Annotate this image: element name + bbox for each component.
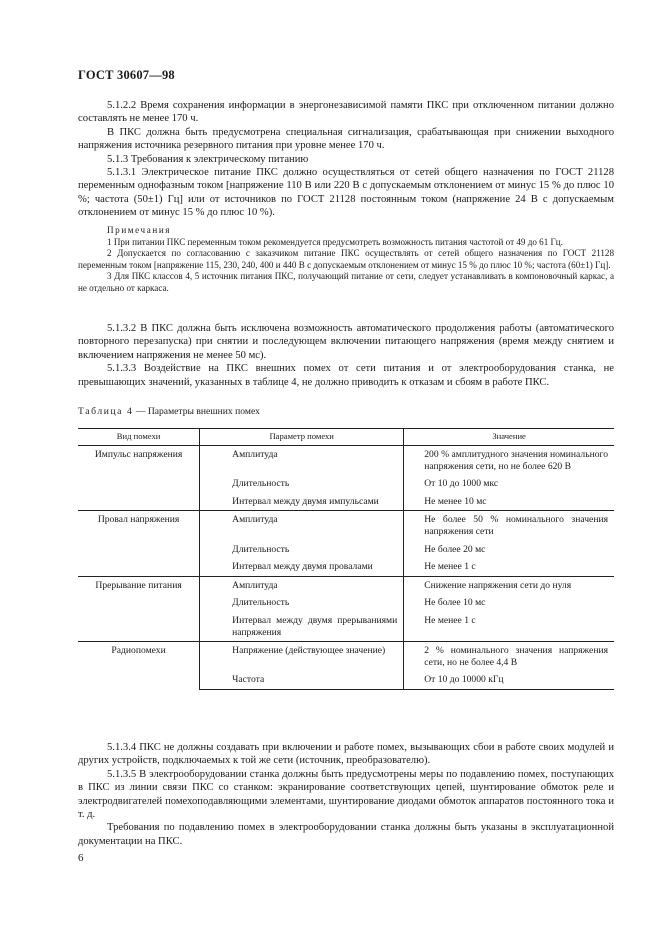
value-cell: Не менее 1 с	[424, 561, 476, 573]
note-item: 1 При питании ПКС переменным током рекомендуется предусмотреть возможность питания частотой от 49 до 61 Гц.	[107, 236, 563, 247]
paragraph: 5.1.3.5 В электрооборудовании станка должны быть предусмотрены меры по подавлению помех, поступающих в ПКС из линии связи ПКС со станком: экранирование соответствующих цепей, шунтирование обмоток реле и электродвигателей помехоподавляющими элементами, шунтирование диодами обмоток аппаратов постоянного тока и т. д.	[78, 768, 614, 821]
value-cell: Не более 50 % номинального значения напряжения сети	[404, 511, 614, 541]
section-top-paragraphs	[78, 99, 614, 220]
table-row	[78, 642, 614, 672]
parameter-cell: Частота	[200, 671, 404, 689]
parameter-cell: Напряжение (действующее значение)	[200, 642, 404, 672]
interference-type: Радиопомехи	[78, 642, 200, 690]
value-cell: Не более 20 мс	[424, 543, 486, 555]
parameter-cell: Длительность	[200, 475, 404, 493]
value-cell: 200 % амплитудного значения номинального напряжения сети, но не более 620 В	[424, 449, 608, 472]
value-cell: Не более 10 мс	[424, 597, 486, 609]
parameter-cell: Амплитуда	[200, 576, 404, 594]
document-header: ГОСТ 30607—98	[78, 68, 175, 82]
paragraph: 5.1.3.3 Воздействие на ПКС внешних помех от сети питания и от электрооборудования станка, не превышающих значений, указанных в таблице 4, не должно приводить к отказам и сбоям в работе ПКС.	[78, 363, 614, 388]
notes-heading: Примечания	[107, 225, 172, 235]
paragraph: 5.1.3.2 В ПКС должна быть исключена возможность автоматического продолжения работы (автоматического повторного перезапуска) при снятии и последующем включении питающего напряжения (время между снятием и включением напряжения не менее 50 мс).	[78, 323, 614, 361]
parameter-cell: Амплитуда	[200, 446, 404, 476]
interference-type: Провал напряжения	[78, 511, 200, 576]
column-header-parameter: Параметр помехи	[200, 429, 404, 446]
paragraph: 5.1.3.1 Электрическое питание ПКС должно осуществляться от сетей общего назначения по ГОСТ 21128 переменным однофазным током [напряжение 110 В или 220 В с допускаемым отклонением от минус 15 % до плюс 10 %; частота (50±1) Гц] или от источников по ГОСТ 21128 постоянным током (напряжение 24 В с допускаемым отклонением от минус 15 % до плюс 10 %).	[78, 167, 614, 219]
interference-parameters-table	[78, 428, 614, 690]
parameter-cell: Интервал между двумя провалами	[200, 558, 404, 576]
parameter-cell: Интервал между двумя импульсами	[200, 493, 404, 511]
page-number: 6	[78, 852, 84, 864]
table-header-row	[78, 429, 614, 446]
table-row	[78, 446, 614, 476]
paragraph: В ПКС должна быть предусмотрена специальная сигнализация, срабатывающая при снижении выходного напряжения источника резервного питания при уровне менее 170 ч.	[78, 126, 614, 152]
table-caption-number: Таблица 4	[78, 406, 134, 417]
table-row	[78, 576, 614, 594]
table-caption-title: — Параметры внешних помех	[133, 406, 260, 417]
paragraph: 5.1.2.2 Время сохранения информации в энергонезависимой памяти ПКС при отключенном питании должно составлять не менее 170 ч.	[78, 100, 614, 125]
interference-type: Прерывание питания	[78, 576, 200, 641]
section-mid-paragraphs	[78, 322, 614, 389]
interference-type: Импульс напряжения	[94, 449, 183, 460]
parameter-cell: Длительность	[200, 541, 404, 559]
parameter-cell: Интервал между двумя прерываниями напряжения	[200, 612, 404, 642]
column-header-type: Вид помехи	[78, 429, 200, 446]
value-cell: Снижение напряжения сети до нуля	[404, 576, 614, 594]
paragraph: Требования по подавлению помех в электрооборудовании станка должны быть указаны в эксплуатационной документации на ПКС.	[78, 822, 614, 847]
value-cell: 2 % номинального значения напряжения сети, но не более 4,4 В	[404, 642, 614, 672]
section-heading: 5.1.3 Требования к электрическому питанию	[107, 153, 309, 165]
parameter-cell: Длительность	[200, 594, 404, 612]
table-row	[78, 511, 614, 541]
section-bottom-paragraphs	[78, 741, 614, 848]
table-caption	[78, 406, 260, 417]
paragraph: 5.1.3.4 ПКС не должны создавать при включении и работе помех, вызывающих сбои в работе своих модулей и других устройств, подключаемых к той же сети (источник, преобразователю).	[78, 742, 614, 767]
column-header-value: Значение	[404, 429, 614, 446]
notes-block	[78, 225, 614, 295]
value-cell: От 10 до 1000 мкс	[424, 478, 499, 490]
parameter-cell: Амплитуда	[200, 511, 404, 541]
value-cell: Не менее 1 с	[424, 614, 476, 626]
note-item: 3 Для ПКС классов 4, 5 источник питания ПКС, получающий питание от сети, следует устанавливать в компоновочный каркас, а не отдельно от каркаса.	[78, 271, 614, 293]
value-cell: Не менее 10 мс	[424, 495, 487, 507]
value-cell: От 10 до 10000 кГц	[404, 671, 614, 689]
note-item: 2 Допускается по согласованию с заказчиком питание ПКС осуществлять от сетей общего назначения по ГОСТ 21128 переменным током [напряжение 115, 230, 240, 400 и 440 В с допускаемым отклонением от минус 15 % до плюс 10 %; частота (60±1) Гц].	[78, 248, 614, 270]
